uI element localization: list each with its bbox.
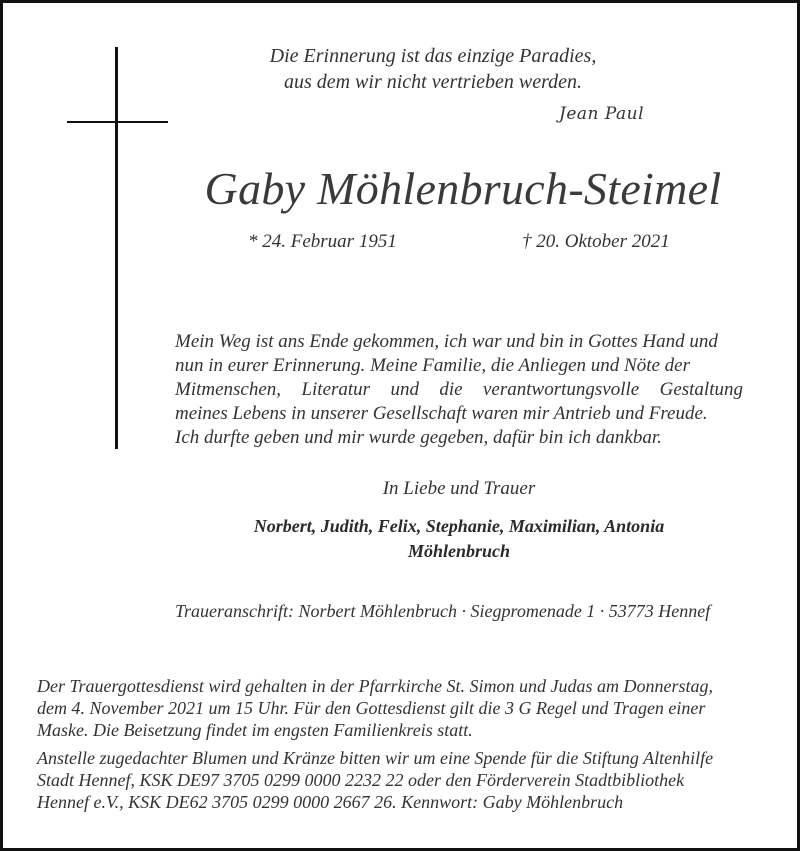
mourning-intro: In Liebe und Trauer <box>382 478 536 499</box>
donation-line: Anstelle zugedachter Blumen und Kränze bitten wir um eine Spende für die Stiftung Altenhilfe <box>37 748 714 768</box>
cross-icon-vertical-bar <box>115 47 118 449</box>
donation-paragraph <box>37 747 781 813</box>
mourners-first-names: Norbert, Judith, Felix, Stephanie, Maximilian, Antonia <box>253 516 665 536</box>
message-line: Mitmenschen, Literatur und die verantwortungsvolle Gestaltung <box>175 379 743 400</box>
donation-line: Stadt Hennef, KSK DE97 3705 0299 0000 2232 22 oder den Förderverein Stadtbibliothek <box>37 770 685 790</box>
service-and-donation-notice <box>37 675 781 813</box>
service-line: Maske. Die Beisetzung findet im engsten Familienkreis statt. <box>37 720 473 740</box>
message-line: Ich durfte geben und mir wurde gegeben, dafür bin ich dankbar. <box>175 427 662 448</box>
quote-line-1: Die Erinnerung ist das einzige Paradies, <box>269 45 597 67</box>
service-line: Der Trauergottesdienst wird gehalten in der Pfarrkirche St. Simon und Judas am Donnerstag, <box>37 676 713 696</box>
epigraph-quote <box>233 43 633 95</box>
mourners-surname: Möhlenbruch <box>407 541 511 561</box>
birth-date: * 24. Februar 1951 <box>248 231 397 252</box>
cross-icon-horizontal-bar <box>67 121 168 123</box>
message-line: nun in eurer Erinnerung. Meine Familie, die Anliegen und Nöte der <box>175 355 691 376</box>
donation-line: Hennef e.V., KSK DE62 3705 0299 0000 2667 26. Kennwort: Gaby Möhlenbruch <box>37 792 624 812</box>
message-line: meines Lebens in unserer Gesellschaft waren mir Antrieb und Freude. <box>175 403 708 424</box>
personal-message <box>175 330 743 450</box>
mourners-names <box>175 514 743 564</box>
service-paragraph <box>37 675 781 741</box>
message-line: Mein Weg ist ans Ende gekommen, ich war und bin in Gottes Hand und <box>175 331 718 352</box>
service-line: dem 4. November 2021 um 15 Uhr. Für den Gottesdienst gilt die 3 G Regel und Tragen einer <box>37 698 706 718</box>
quote-author: Jean Paul <box>559 104 645 124</box>
quote-line-2: aus dem wir nicht vertrieben werden. <box>283 71 583 93</box>
death-date: † 20. Oktober 2021 <box>522 231 670 252</box>
deceased-name: Gaby Möhlenbruch-Steimel <box>204 163 722 214</box>
mourning-address: Traueranschrift: Norbert Möhlenbruch · Siegpromenade 1 · 53773 Hennef <box>175 601 711 621</box>
